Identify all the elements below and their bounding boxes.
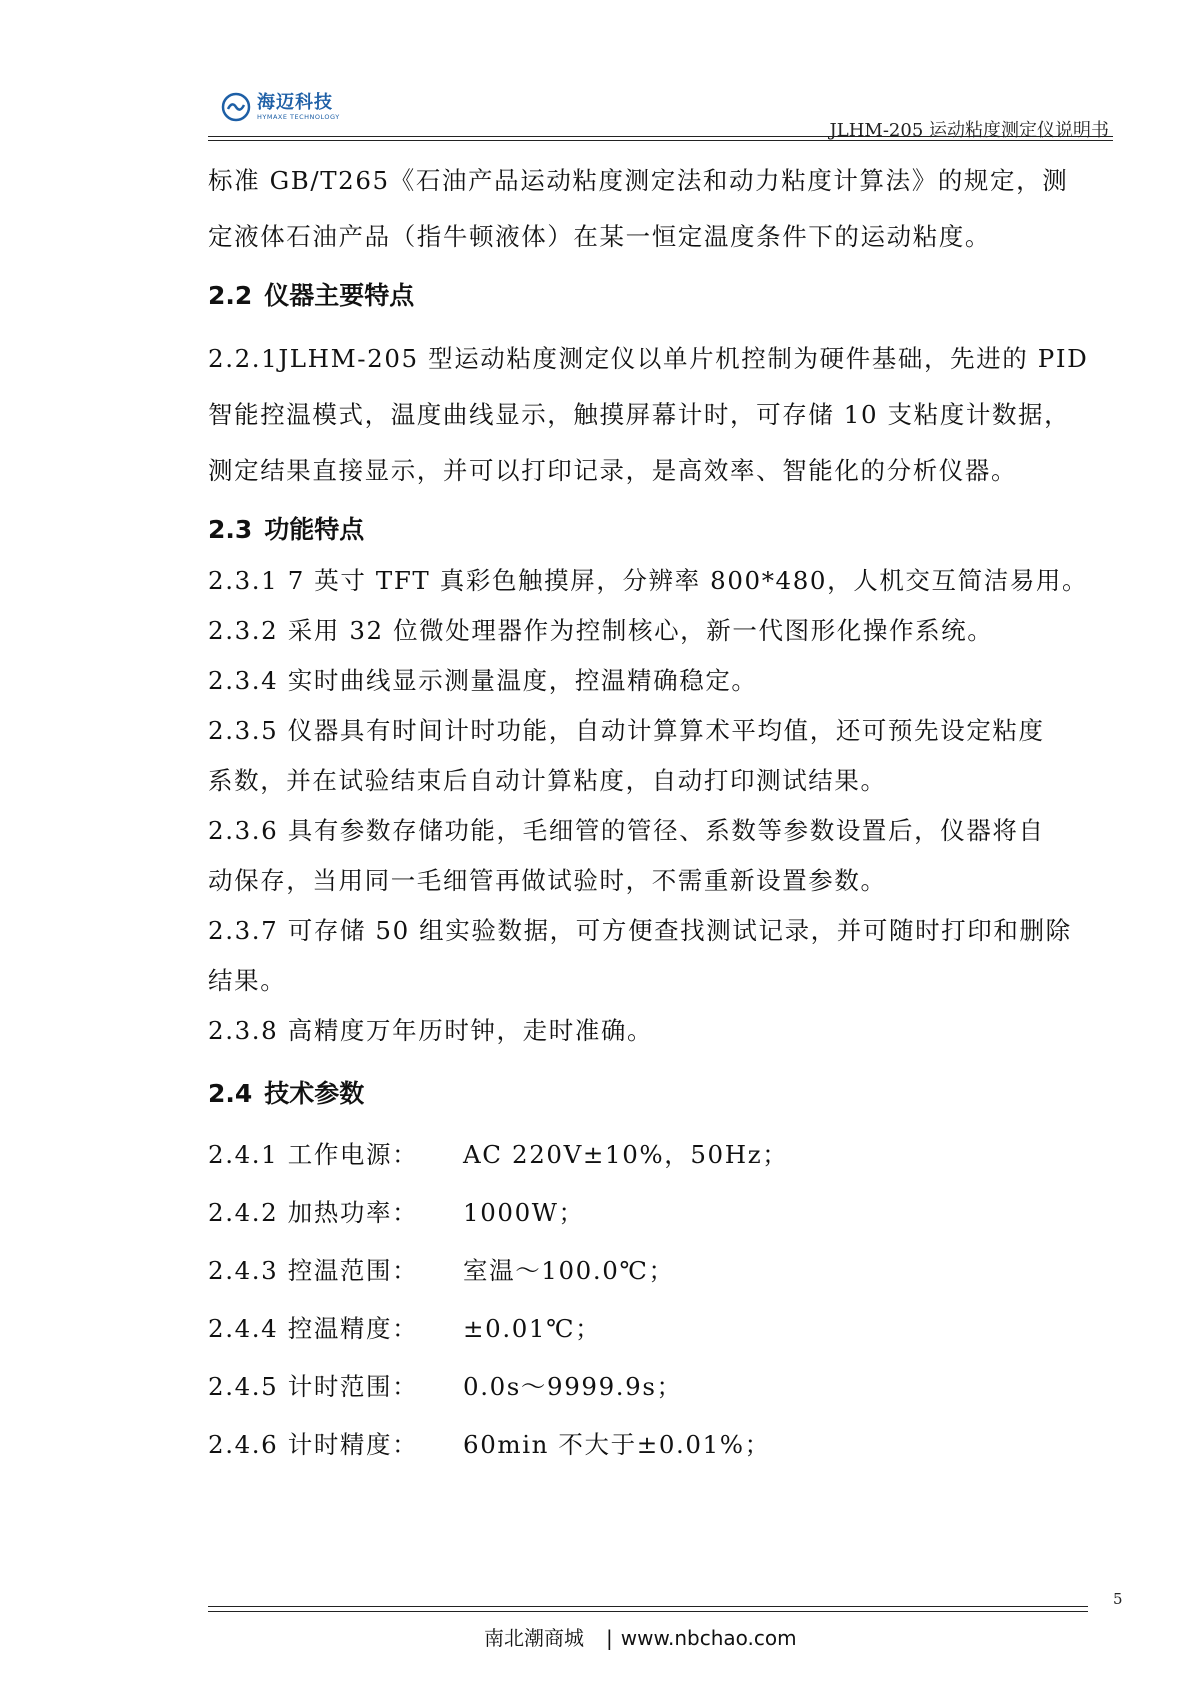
footer-separator: | (606, 1626, 613, 1650)
paragraph-line: 结果。 (208, 966, 287, 995)
spec-value: 室温～100.0℃； (463, 1256, 675, 1285)
spec-row (208, 1194, 585, 1229)
spec-row (208, 1136, 789, 1171)
spec-row (208, 1426, 771, 1461)
spec-label: 2.4.5 计时范围： (208, 1372, 419, 1401)
footer-site-url[interactable]: www.nbchao.com (620, 1626, 797, 1650)
section-heading-2-3 (208, 510, 364, 546)
spec-label: 2.4.2 加热功率： (208, 1198, 419, 1227)
footer-watermark (484, 1622, 797, 1651)
paragraph-line: 2.3.7 可存储 50 组实验数据，可方便查找测试记录，并可随时打印和删除 (208, 916, 1072, 945)
spec-value: ±0.01℃； (463, 1314, 602, 1343)
heading-number: 2.4 (208, 1079, 253, 1108)
spec-label: 2.4.4 控温精度： (208, 1314, 419, 1343)
paragraph-line: 标准 GB/T265《石油产品运动粘度测定法和动力粘度计算法》的规定，测 (208, 166, 1069, 195)
heading-title: 技术参数 (264, 1079, 365, 1108)
logo-subtitle: HYMAXE TECHNOLOGY (257, 112, 340, 121)
spec-row (208, 1252, 675, 1287)
spec-value: AC 220V±10%，50Hz； (463, 1140, 789, 1169)
heading-title: 功能特点 (264, 515, 365, 544)
spec-value: 0.0s～9999.9s； (463, 1372, 683, 1401)
section-heading-2-4 (208, 1074, 364, 1110)
logo-name: 海迈科技 (257, 91, 333, 113)
paragraph-line: 2.3.1 7 英寸 TFT 真彩色触摸屏，分辨率 800*480，人机交互简洁易用。 (208, 566, 1089, 595)
header-divider (208, 136, 1113, 137)
paragraph-line: 2.2.1JLHM-205 型运动粘度测定仪以单片机控制为硬件基础，先进的 PID (208, 344, 1089, 373)
paragraph-line: 系数，并在试验结束后自动计算粘度，自动打印测试结果。 (208, 766, 887, 795)
paragraph-line: 2.3.8 高精度万年历时钟，走时准确。 (208, 1016, 654, 1045)
paragraph-line: 智能控温模式，温度曲线显示，触摸屏幕计时，可存储 10 支粘度计数据， (208, 400, 1071, 429)
document-title: JLHM-205 运动粘度测定仪说明书 (829, 120, 1109, 141)
paragraph-line: 2.3.2 采用 32 位微处理器作为控制核心，新一代图形化操作系统。 (208, 616, 994, 645)
paragraph-line: 2.3.4 实时曲线显示测量温度，控温精确稳定。 (208, 666, 758, 695)
footer-divider (208, 1606, 1088, 1607)
page-header (208, 86, 1113, 146)
logo-swirl-icon (221, 92, 251, 122)
spec-value: 60min 不大于±0.01%； (463, 1430, 771, 1459)
header-divider (208, 140, 1113, 141)
spec-label: 2.4.1 工作电源： (208, 1140, 419, 1169)
footer-site-name: 南北潮商城 (484, 1626, 584, 1650)
page-number: 5 (1113, 1590, 1123, 1608)
paragraph-line: 定液体石油产品（指牛顿液体）在某一恒定温度条件下的运动粘度。 (208, 222, 991, 251)
paragraph-line: 测定结果直接显示，并可以打印记录，是高效率、智能化的分析仪器。 (208, 456, 1018, 485)
heading-number: 2.2 (208, 281, 253, 310)
spec-row (208, 1310, 602, 1345)
paragraph-line: 动保存，当用同一毛细管再做试验时，不需重新设置参数。 (208, 866, 887, 895)
company-logo (221, 92, 340, 122)
heading-number: 2.3 (208, 515, 253, 544)
section-heading-2-2 (208, 276, 414, 312)
spec-label: 2.4.6 计时精度： (208, 1430, 419, 1459)
spec-row (208, 1368, 683, 1403)
paragraph-line: 2.3.6 具有参数存储功能，毛细管的管径、系数等参数设置后，仪器将自 (208, 816, 1045, 845)
heading-title: 仪器主要特点 (264, 281, 415, 310)
spec-label: 2.4.3 控温范围： (208, 1256, 419, 1285)
spec-value: 1000W； (463, 1198, 585, 1227)
footer-divider (208, 1611, 1088, 1612)
paragraph-line: 2.3.5 仪器具有时间计时功能，自动计算算术平均值，还可预先设定粘度 (208, 716, 1045, 745)
